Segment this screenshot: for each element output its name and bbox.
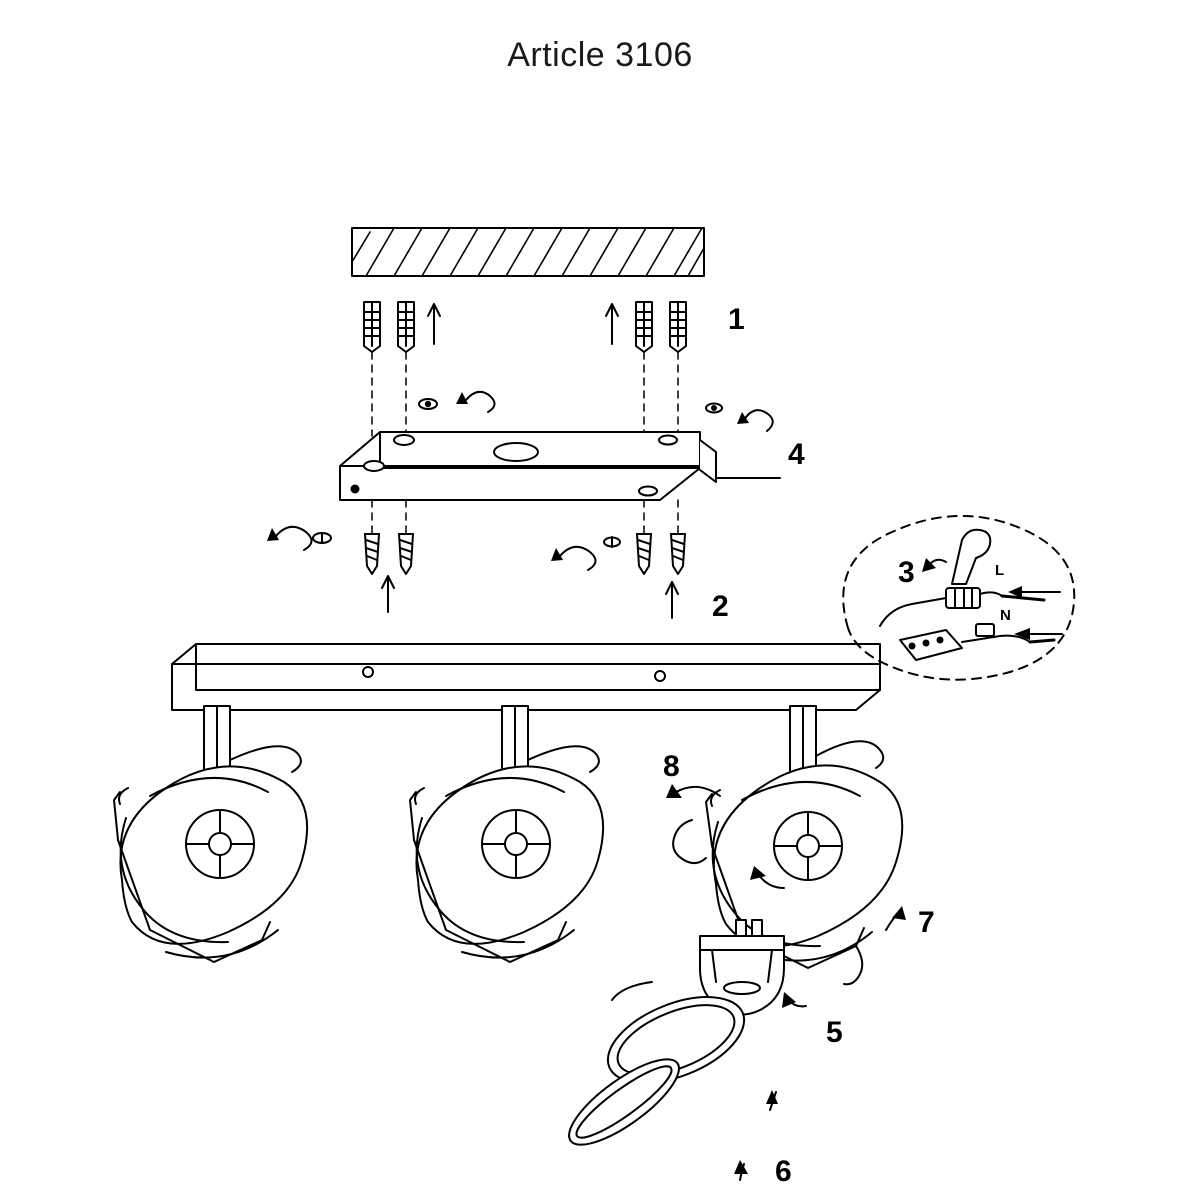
- terminal-label-live: L: [995, 562, 1005, 579]
- step-number-7: 7: [918, 906, 935, 939]
- step-number-4: 4: [788, 438, 805, 471]
- terminal-label-neutral: N: [1000, 607, 1011, 624]
- step-number-5: 5: [826, 1016, 843, 1049]
- spotlight-head-2: [410, 706, 603, 962]
- step-number-6: 6: [775, 1155, 792, 1188]
- page-title: Article 3106: [507, 36, 693, 74]
- spotlight-head-1: [114, 706, 307, 962]
- mounting-plate: [340, 432, 780, 500]
- step-number-2: 2: [712, 590, 729, 623]
- step-number-3: 3: [898, 556, 915, 589]
- spotlight-bar: [172, 644, 880, 710]
- wall-plug-group: [364, 302, 686, 352]
- step-number-1: 1: [728, 303, 745, 336]
- step-number-8: 8: [663, 750, 680, 783]
- ceiling-block: [352, 228, 704, 276]
- mounting-screw-group: [365, 534, 685, 618]
